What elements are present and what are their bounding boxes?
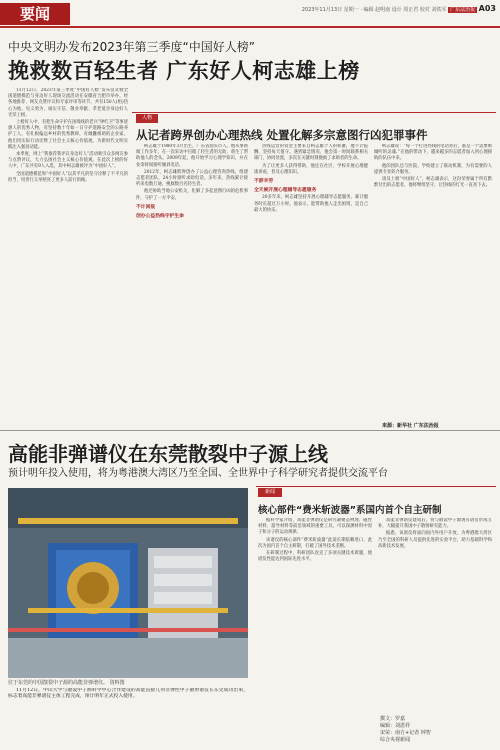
subsection-b-title: 全天候开展心理辅导志愿服务	[254, 188, 317, 194]
story-divider	[0, 430, 500, 431]
story2-column-1: 据科学家介绍，高能非弹谱仪是研究凝聚态物理、磁性材料、超导材料等前沿领域的重要工具，可以探测材料中原子和分子的运动规律。 该谱仪的核心部件“费米斩波器”此前长期依赖进口，此次为国内首个自主研制，打破了国外技术垄断。 在研制过程中，科研团队攻克了多项关键技术难题，使谱仪性能达到国际先进水平。	[258, 518, 372, 563]
date-editor-line: 2023年11月13日 星期一 · 编辑 赵明南 设计 周正君 校对 刘铁军	[301, 7, 447, 13]
top-rule	[0, 26, 500, 28]
story2-subline: 预计明年投入使用，将为粤港澳大湾区乃至全国、全世界中子科学研究者提供交流平台	[8, 468, 388, 479]
subsection-b-kicker: 不辞辛劳	[254, 179, 274, 185]
news-tag: 新闻	[258, 488, 282, 497]
story1-column-4: 柯志雄说：“每一个打进热线的电话背后，都是一个需要被倾听的灵魂。”在他的带动下，越来越多的志愿者加入到心理援助的队伍中来。 他的团队还与医院、学校建立了联动机制，为有需要的人提供专业转介服务。 谈及上榜“中国好人”，柯志雄表示，这份荣誉属于所有默默付出的志愿者，他将继续坚守，让热线的灯光一直亮下去。	[374, 144, 492, 189]
story1-source: 来源：新华社 广东法治报	[382, 423, 439, 429]
story2-red-rule	[256, 486, 496, 487]
story1-column-2: 柯志雄于1980年3月出生，广东省汕头市人。他从事新闻工作多年，在一次采访中目睹了轻生者的无助，萌生了帮助他人的念头。2009年起，他开始学习心理学知识，并在业余时间接听倾诉电话。 2012年，柯志雄跨界创办了公益心理咨询热线，组建志愿者团队，24小时接听求助电话。多年来，热线累计接听来电数万通，挽救数百名轻生者。 他还协助当地公安机关，化解了多起意图行凶的危机事件，守护了一方平安。 不计回报 创办公益热线守护生命	[136, 144, 248, 220]
story1-subhead: 从记者跨界创办心理热线 处置化解多宗意图行凶犯罪事件	[136, 128, 428, 142]
page-meta	[210, 4, 496, 13]
subsection-a-kicker: 不计回报	[136, 204, 156, 210]
spectrometer-illustration	[8, 488, 248, 678]
story1-red-rule	[132, 112, 496, 113]
story2-column-2: 高能非弹谱仪建成后，将与散裂中子源现有谱仪形成互补，大幅提升我国中子散射研究能力。 据悉，该谱仪将面向国内外用户开放，为粤港澳大湾区乃至全国的科研人员提供先进的实验平台，助力基础科学和高新技术发展。	[378, 518, 492, 549]
story2-credits: 撰文：罗嘉 编辑：刘恩祥 宋荣：南方+记者 钟智 综合央视新闻	[380, 716, 431, 743]
spectrometer-photo	[8, 488, 248, 678]
story1-headline: 挽救数百轻生者 广东好人柯志雄上榜	[8, 59, 360, 83]
story2-lead: 11月12日，中山大学与散裂中子源科学中心合作建设的高能直接几何非弹性中子散射谱仪在东莞成功出束，标志着高能非弹谱仪主体工程完成，预计明年正式投入使用。	[8, 688, 248, 700]
story1-column-3: 热线运营的资金主要来自柯志雄个人的积蓄，他不计报酬，坚持每天值守。遇到紧急情况，他会第一时间联系相关部门，协同处置，多次在关键时刻挽救了求助者的生命。 为了让更多人获得帮助，他还在社区、学校开展心理健康讲座，普及心理知识。 不辞辛劳 全天候开展心理辅导志愿服务 20多年来，柯志雄坚持开展心理辅导志愿服务，累计服务时长超过万小时。他表示，能帮助他人走出困境，是自己最大的快乐。	[254, 144, 368, 213]
section-label: 要闻	[0, 3, 70, 25]
paper-tag: 广东法治报	[450, 7, 476, 13]
photo-caption: 位于东莞的中国散裂中子源的高能非弹谱仪。 资料图	[8, 680, 125, 686]
subsection-a-title: 创办公益热线守护生命	[136, 214, 184, 220]
page-number: A03	[478, 4, 496, 13]
story2-headline: 高能非弹谱仪在东莞散裂中子源上线	[8, 442, 328, 466]
person-tag: 人物	[136, 114, 158, 123]
story2-subhead: 核心部件“费米斩波器”系国内首个自主研制	[258, 505, 442, 516]
story1-column-1: 11月12日，2023年第三季度“中国好人榜”发布仪式暨全国道德模范与身边好人现场交流活动在安徽省合肥市举办。经各地推荐、网友点赞评议和专家评审等环节，共有150人(组)热心为他、见义勇为、诚实守信、敬业奉献、孝老爱亲身边好人光荣上榜。 上榜好人中，有把生命守护在国境线的老兵“钟红卫”等事迹感人的优秀人物，有坚持数十年如一日守护道路安全的公路养护工人，有扎根偏远乡村的优秀教师，有倾囊相助的企业家，他们用实际行动诠释了社会主义核心价值观，为新时代文明实践注入强劲动能。 本季度，网上“我推荐我评议身边好人”活动吸引众多网友参与点赞评议，大力弘扬社会主义核心价值观。在此次上榜的好人中，广东共有9人入选，其中柯志雄被评为“中国好人”。 全国道德模范和“中国好人”以其平凡的坚守诠释了不平凡的担当，用善行义举照亮了更多人前行的路。	[8, 88, 128, 183]
story1-kicker: 中央文明办发布2023年第三季度“中国好人榜”	[8, 40, 255, 54]
